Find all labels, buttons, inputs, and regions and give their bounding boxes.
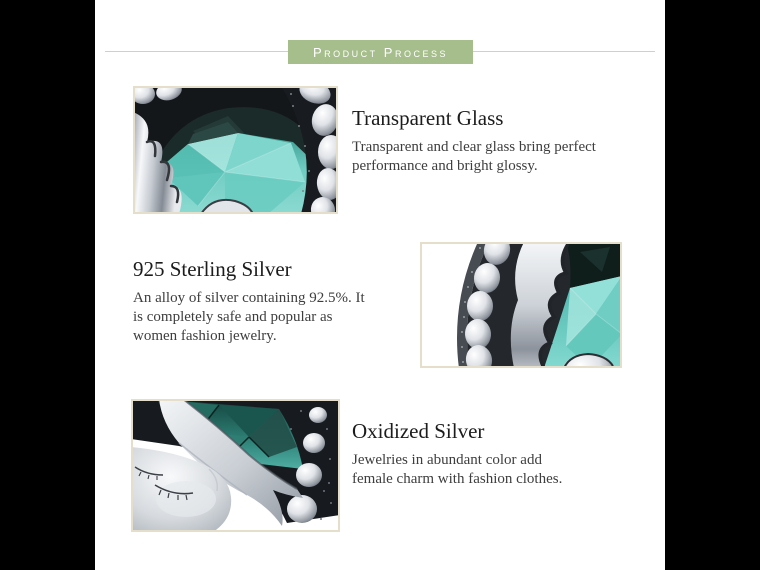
teal-glass-photo-illustration <box>133 86 338 214</box>
page-title: Product Process <box>313 44 448 60</box>
product-image-sterling-silver <box>420 242 622 368</box>
feature-body-line: An alloy of silver containing 92.5%. It <box>133 290 365 306</box>
mermaid-tail-photo-illustration <box>131 399 340 532</box>
feature-heading: Oxidized Silver <box>352 419 485 443</box>
feature-body-line: is completely safe and popular as <box>133 309 333 325</box>
content-area <box>95 0 665 570</box>
feature-heading: Transparent Glass <box>352 106 504 130</box>
header-banner <box>288 40 473 64</box>
feature-body-line: Transparent and clear glass bring perfect <box>352 139 596 155</box>
feature-text-sterling-silver <box>133 256 365 346</box>
silver-rim-photo-illustration <box>420 242 622 368</box>
feature-body-line: female charm with fashion clothes. <box>352 471 563 487</box>
feature-heading: 925 Sterling Silver <box>133 257 292 281</box>
feature-body-line: Jewelries in abundant color add <box>352 452 542 468</box>
feature-text-oxidized-silver <box>352 418 562 489</box>
product-image-transparent-glass <box>133 86 338 214</box>
feature-body-line: performance and bright glossy. <box>352 158 538 174</box>
feature-text-transparent-glass <box>352 105 596 176</box>
product-image-oxidized-silver <box>131 399 340 532</box>
feature-body-line: women fashion jewelry. <box>133 328 277 344</box>
